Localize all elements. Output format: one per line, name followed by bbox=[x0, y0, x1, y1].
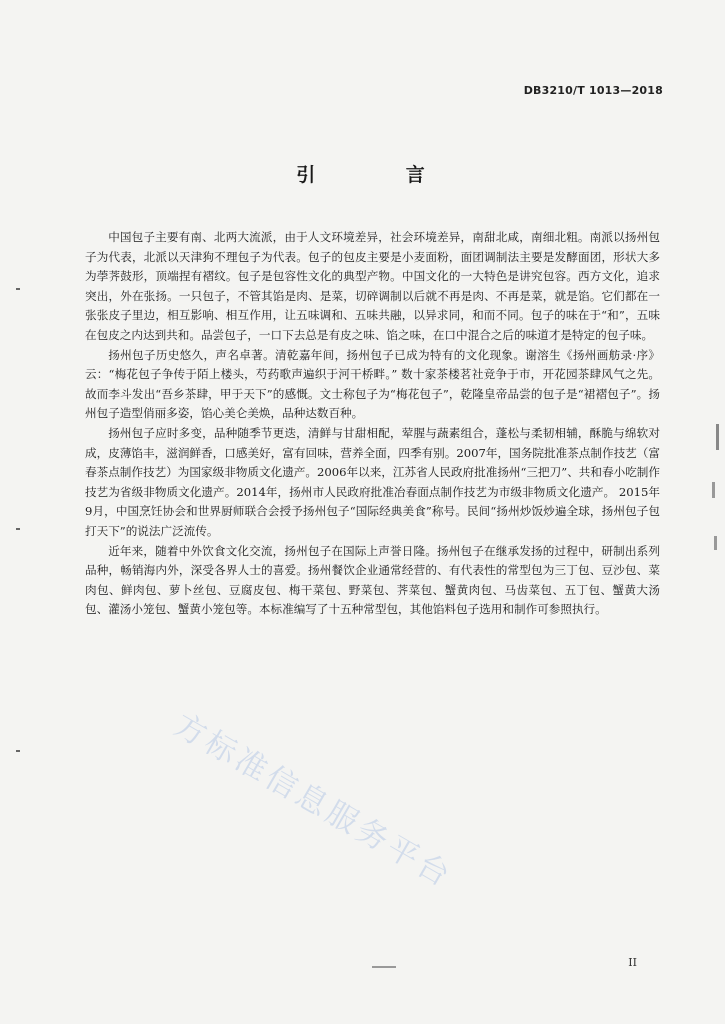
scan-mark bbox=[714, 536, 717, 550]
standard-code: DB3210/T 1013—2018 bbox=[523, 84, 663, 97]
paragraph-2: 扬州包子历史悠久，声名卓著。清乾嘉年间，扬州包子已成为特有的文化现象。谢溶生《扬州画舫录·序》云：“梅花包子争传于陌上楼头，芍药歌声遍织于河干桥畔。” 数十家茶楼茗社竞争于市，开花园茶肆风气之先。故而李斗发出“吾乡茶肆，甲于天下”的感慨。文士称包子为“梅花包子”，乾隆皇帝品尝的包子是“裙褶包子”。扬州包子造型俏丽多姿，馅心美仑美焕，品种达数百种。 bbox=[85, 347, 660, 421]
scan-mark bbox=[16, 750, 20, 752]
watermark: 方标准信息服务平台 bbox=[168, 706, 459, 896]
scan-mark bbox=[372, 966, 396, 968]
paragraph-4: 近年来，随着中外饮食文化交流，扬州包子在国际上声誉日隆。扬州包子在继承发扬的过程中，研制出系列品种，畅销海内外，深受各界人士的喜爱。扬州餐饮企业通常经营的、有代表性的常型包为三丁包、豆沙包、菜肉包、鲜肉包、萝卜丝包、豆腐皮包、梅干菜包、野菜包、荠菜包、蟹黄肉包、马齿菜包、五丁包、蟹黄大汤包、灌汤小笼包、蟹黄小笼包等。本标准编写了十五种常型包，其他馅料包子选用和制作可参照执行。 bbox=[85, 543, 660, 617]
paragraph-3: 扬州包子应时多变，品种随季节更迭，清鲜与甘甜相配，荤腥与蔬素组合，蓬松与柔韧相辅，酥脆与绵软对成，皮薄馅丰，滋润鲜香，口感美好，富有回味，营养全面，四季有别。2007年，国务院批准茶点制作技艺（富春茶点制作技艺）为国家级非物质文化遗产。2006年以来，江苏省人民政府批准扬州“三把刀”、共和春小吃制作技艺为省级非物质文化遗产。2014年，扬州市人民政府批准冶春面点制作技艺为市级非物质文化遗产。 2015年9月，中国烹饪协会和世界厨师联合会授予扬州包子“国际经典美食”称号。民间“扬州炒饭炒遍全球，扬州包子包打天下”的说法广泛流传。 bbox=[85, 425, 660, 538]
scan-mark bbox=[712, 482, 715, 498]
page-number: II bbox=[628, 956, 637, 969]
scan-mark bbox=[16, 288, 20, 290]
section-heading: 引 言 bbox=[296, 164, 467, 186]
scan-mark bbox=[16, 528, 20, 530]
scan-mark bbox=[716, 424, 719, 450]
introduction-body bbox=[85, 228, 660, 620]
paragraph-1: 中国包子主要有南、北两大流派，由于人文环境差异，社会环境差异，南甜北咸，南细北粗。南派以扬州包子为代表，北派以天津狗不理包子为代表。包子的包皮主要是小麦面粉，面团调制法主要是发酵面团，形状大多为荸荠鼓形，顶端捏有褶纹。包子是包容性文化的典型产物。中国文化的一大特色是讲究包容。西方文化，追求突出，外在张扬。一只包子，不管其馅是肉、是菜，切碎调制以后就不再是肉、不再是菜，就是馅。它们都在一张张皮子里边，相互影响、相互作用，让五味调和、五味共融，以异求同，和而不同。包子的味在于“和”，五味在包皮之内达到共和。品尝包子，一口下去总是有皮之味、馅之味，在口中混合之后的味道才是特定的包子味。 bbox=[85, 230, 660, 342]
